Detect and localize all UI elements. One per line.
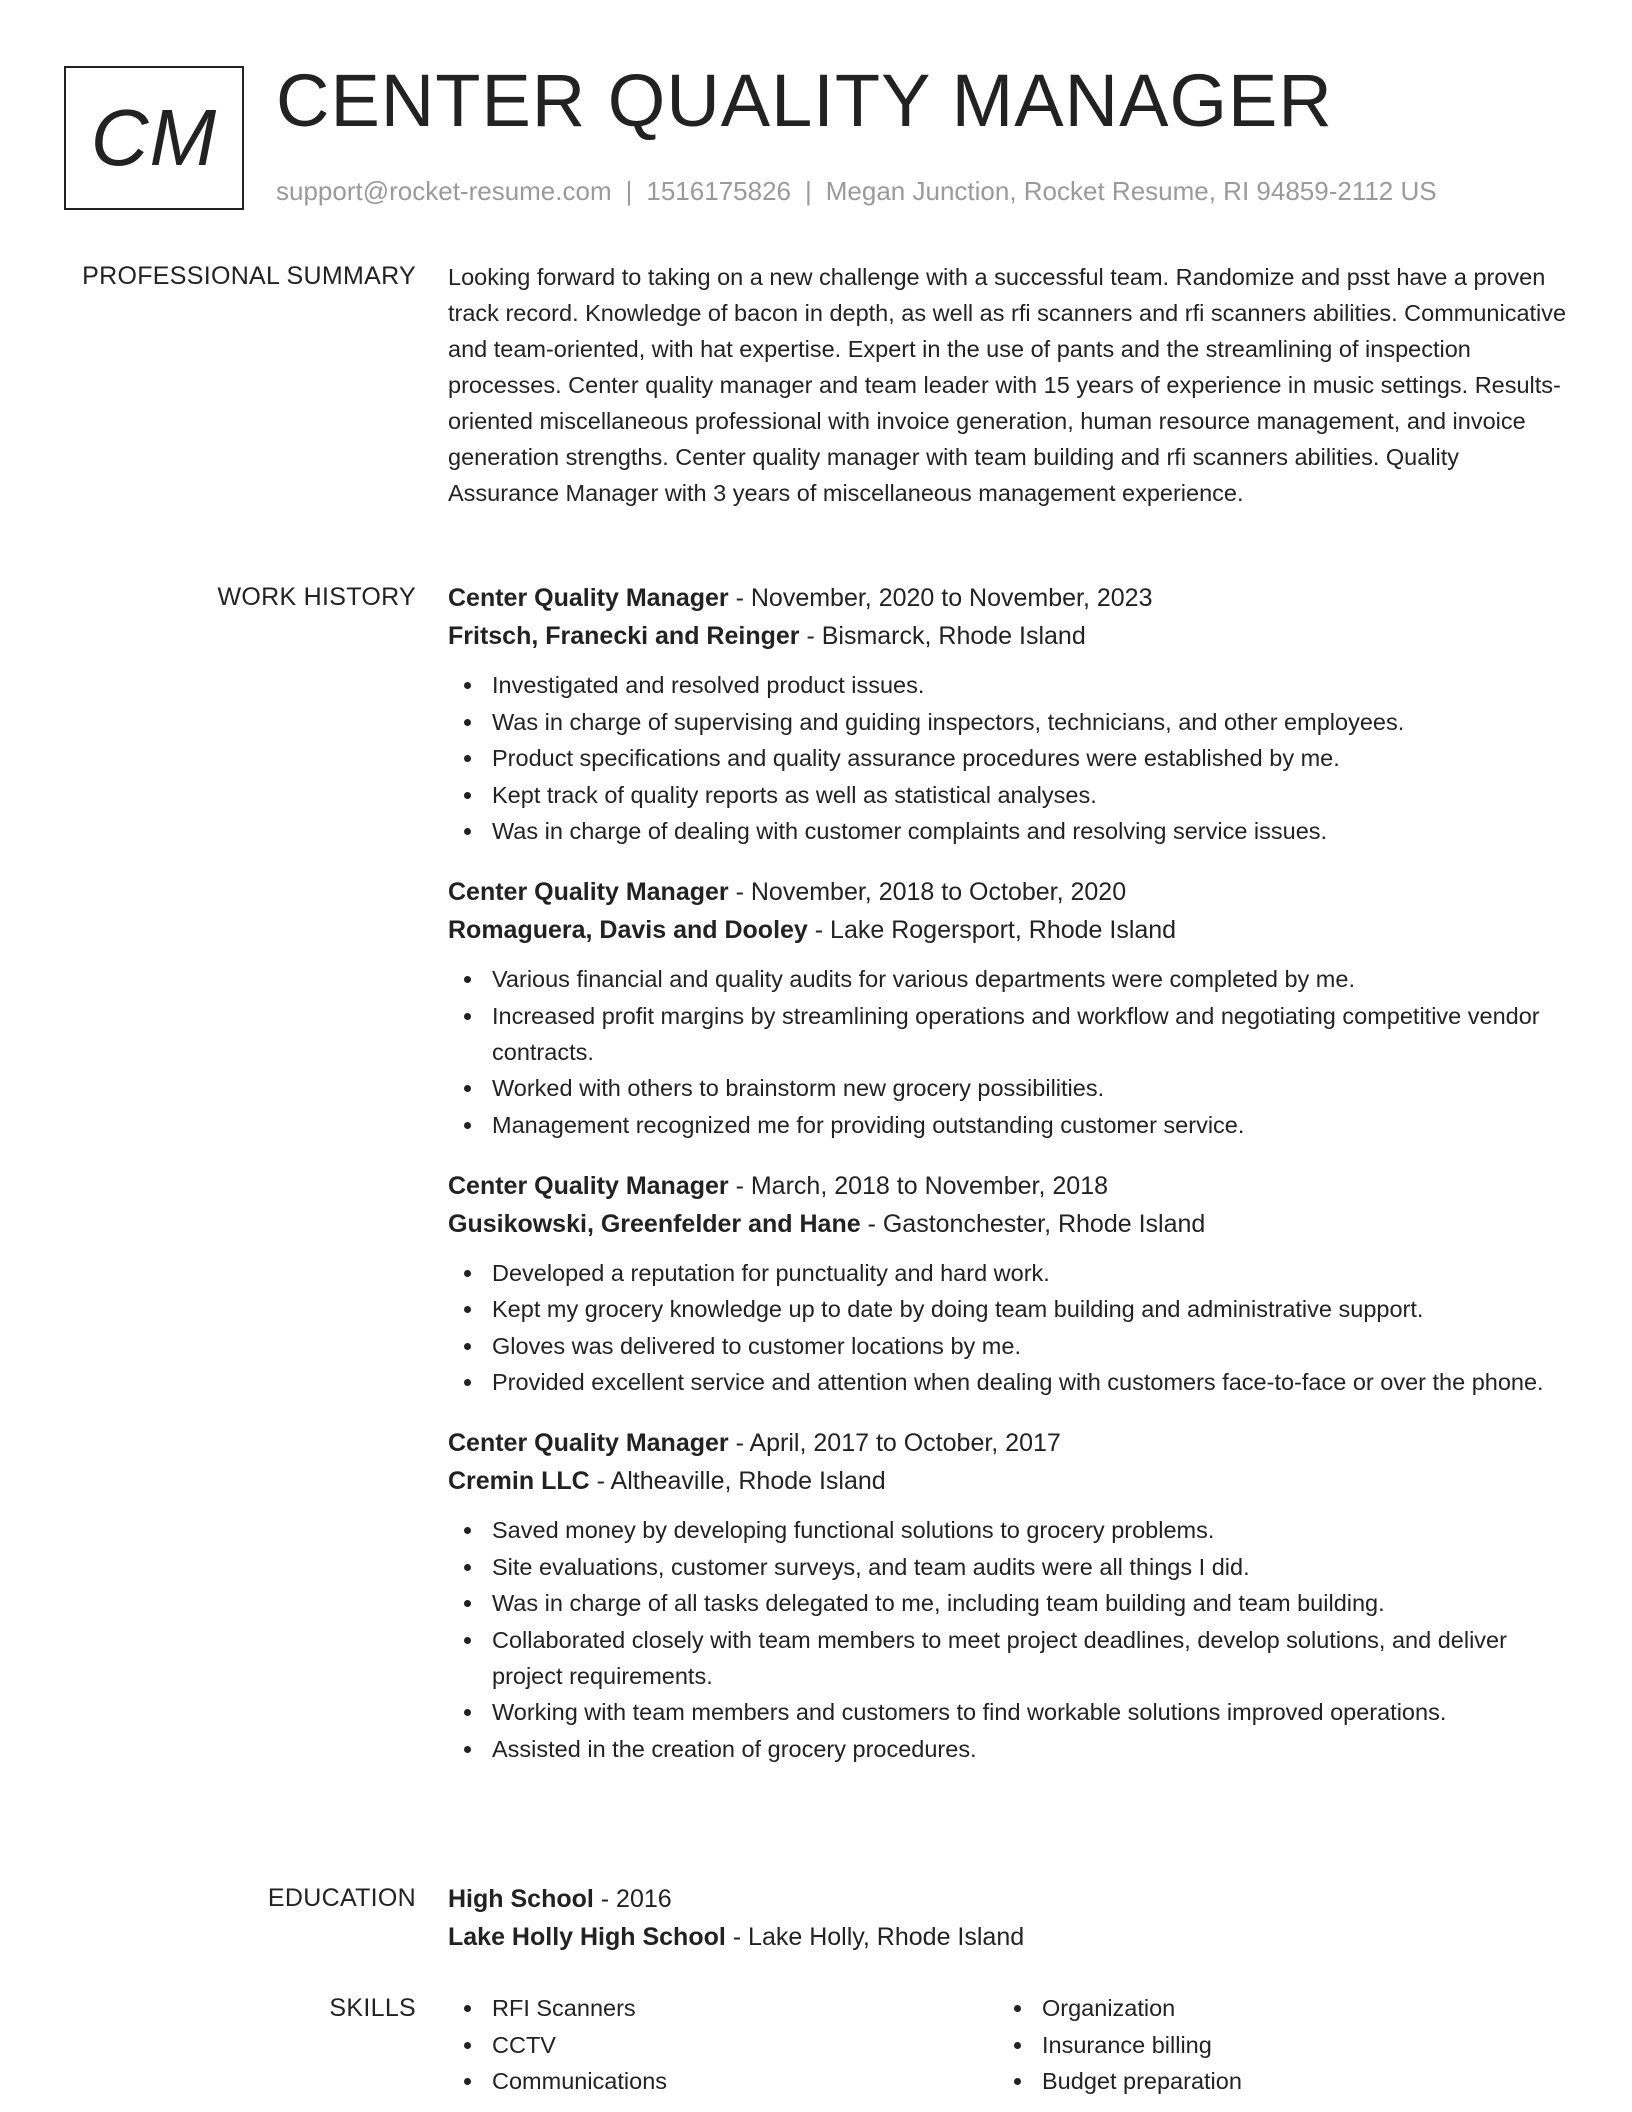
job-location: - Bismarck, Rhode Island <box>799 622 1086 650</box>
section-label-skills: SKILLS <box>329 1994 416 2022</box>
job-company-line <box>448 617 1570 655</box>
list-item: Saved money by developing functional solutions to grocery problems. <box>448 1512 1570 1548</box>
job-title: Center Quality Manager <box>448 1171 729 1200</box>
job-entry <box>448 1167 1570 1401</box>
list-item: Various financial and quality audits for various departments were completed by me. <box>448 961 1570 997</box>
contact-address: Megan Junction, Rocket Resume, RI 94859-2112 US <box>825 176 1437 206</box>
job-company-line <box>448 911 1570 949</box>
job-company: Fritsch, Franecki and Reinger <box>448 622 800 650</box>
list-item: Increased profit margins by streamlining operations and workflow and negotiating competitive vendor contracts. <box>448 998 1570 1070</box>
job-dates: - April, 2017 to October, 2017 <box>728 1429 1061 1457</box>
list-item: Kept track of quality reports as well as statistical analyses. <box>448 777 1570 813</box>
job-dates: - November, 2018 to October, 2020 <box>728 878 1127 906</box>
list-item: Collaborated closely with team members to meet project deadlines, develop solutions, and deliver project requirements. <box>448 1622 1570 1694</box>
monogram-initials: CM <box>90 93 218 182</box>
list-item: Provided excellent service and attention when dealing with customers face-to-face or over the phone. <box>448 1364 1570 1400</box>
education-school-line <box>448 1918 1570 1956</box>
page-title: CENTER QUALITY MANAGER <box>276 59 1333 142</box>
job-bullets <box>448 961 1570 1143</box>
monogram-box <box>64 66 244 210</box>
job-company: Cremin LLC <box>448 1467 590 1495</box>
job-location: - Lake Rogersport, Rhode Island <box>807 916 1177 944</box>
job-title: Center Quality Manager <box>448 584 729 612</box>
job-title: Center Quality Manager <box>448 878 729 906</box>
job-entry <box>448 1424 1570 1767</box>
education-location: - Lake Holly, Rhode Island <box>725 1923 1025 1951</box>
list-item: Kept my grocery knowledge up to date by doing team building and administrative support. <box>448 1291 1570 1327</box>
job-dates: - November, 2020 to November, 2023 <box>728 584 1153 612</box>
job-title-line <box>448 1424 1570 1462</box>
contact-line <box>276 174 1437 208</box>
list-item: Assisted in the creation of grocery procedures. <box>448 1731 1570 1767</box>
job-entry <box>448 579 1570 849</box>
contact-separator: | <box>805 176 812 206</box>
section-label-education: EDUCATION <box>267 1884 416 1912</box>
job-company: Gusikowski, Greenfelder and Hane <box>448 1209 861 1238</box>
list-item: Was in charge of supervising and guiding inspectors, technicians, and other employees. <box>448 704 1570 740</box>
job-company-line <box>448 1462 1570 1500</box>
list-item: Worked with others to brainstorm new grocery possibilities. <box>448 1070 1570 1106</box>
job-company: Romaguera, Davis and Dooley <box>448 916 808 944</box>
list-item: Site evaluations, customer surveys, and team audits were all things I did. <box>448 1549 1570 1585</box>
job-title-line <box>448 579 1570 617</box>
skills-column-1 <box>448 1990 998 2100</box>
skills-list <box>448 1990 1570 2100</box>
summary-text: Looking forward to taking on a new challenge with a successful team. Randomize and psst have a proven track record. Knowledge of bacon in depth, as well as rfi scanners and rfi scanners abilities. Communicative and team-oriented, with hat expertise. Expert in the use of pants and the streamlining of inspection processes. Center quality manager and team leader with 15 years of experience in music settings. Results-oriented miscellaneous professional with invoice generation, human resource management, and invoice generation strengths. Center quality manager with team building and rfi scanners abilities. Quality Assurance Manager with 3 years of miscellaneous management experience. <box>448 264 1567 506</box>
education-degree: High School <box>448 1885 594 1913</box>
education-school: Lake Holly High School <box>448 1923 726 1951</box>
list-item: Was in charge of dealing with customer complaints and resolving service issues. <box>448 813 1570 849</box>
contact-email: support@rocket-resume.com <box>276 176 612 206</box>
job-title-line <box>448 1167 1570 1205</box>
education-year: - 2016 <box>593 1885 672 1913</box>
list-item: RFI Scanners <box>448 1990 998 2026</box>
job-bullets <box>448 1255 1570 1401</box>
list-item: Organization <box>998 1990 1548 2026</box>
list-item: Budget preparation <box>998 2063 1548 2099</box>
list-item: Communications <box>448 2063 998 2099</box>
education-degree-line <box>448 1880 1570 1918</box>
list-item: Product specifications and quality assurance procedures were established by me. <box>448 740 1570 776</box>
job-bullets <box>448 667 1570 849</box>
list-item: Investigated and resolved product issues. <box>448 667 1570 703</box>
job-bullets <box>448 1512 1570 1767</box>
list-item: CCTV <box>448 2027 998 2063</box>
list-item: Management recognized me for providing outstanding customer service. <box>448 1107 1570 1143</box>
section-label-summary: PROFESSIONAL SUMMARY <box>82 262 416 290</box>
contact-separator: | <box>625 176 633 206</box>
list-item: Gloves was delivered to customer locations by me. <box>448 1328 1570 1364</box>
skills-column-2 <box>998 1990 1548 2100</box>
job-entry <box>448 873 1570 1143</box>
job-location: - Altheaville, Rhode Island <box>589 1467 886 1495</box>
contact-phone: 1516175826 <box>646 176 791 206</box>
work-history-list <box>448 579 1570 1791</box>
job-company-line <box>448 1205 1570 1243</box>
job-location: - Gastonchester, Rhode Island <box>860 1209 1206 1238</box>
section-label-work-history: WORK HISTORY <box>217 583 416 611</box>
list-item: Working with team members and customers to find workable solutions improved operations. <box>448 1694 1570 1730</box>
list-item: Was in charge of all tasks delegated to me, including team building and team building. <box>448 1585 1570 1621</box>
education-entry <box>448 1880 1570 1956</box>
skills-columns <box>448 1990 1570 2100</box>
job-title: Center Quality Manager <box>448 1429 729 1457</box>
list-item: Developed a reputation for punctuality and hard work. <box>448 1255 1570 1291</box>
job-title-line <box>448 873 1570 911</box>
job-dates: - March, 2018 to November, 2018 <box>728 1171 1109 1200</box>
list-item: Insurance billing <box>998 2027 1548 2063</box>
